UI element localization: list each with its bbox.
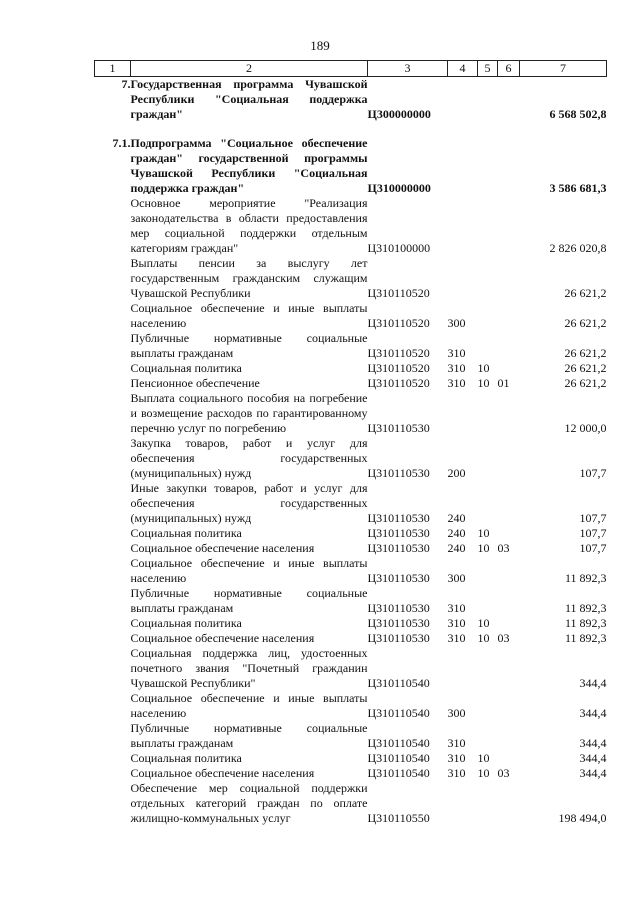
- row-number: 7.1.: [112, 136, 131, 150]
- table-row: [95, 196, 607, 256]
- row-name: Выплата социального пособия на погребение и возмещение расходов по гарантированному перечню услуг по погребению: [130, 391, 368, 435]
- row-subsection: [498, 481, 520, 526]
- row-amount: 11 892,3: [564, 631, 607, 645]
- row-amount: 26 621,2: [564, 376, 607, 390]
- row-number: [95, 481, 131, 526]
- row-name: Закупка товаров, работ и услуг для обеспечения государственных (муниципальных) нужд: [130, 436, 368, 480]
- table-row: [95, 691, 607, 721]
- row-name: Социальная политика: [130, 616, 242, 630]
- row-name: Социальная поддержка лиц, удостоенных почетного звания "Почетный гражданин Чувашской Республики": [130, 646, 368, 690]
- row-code: Ц310110520: [367, 361, 430, 375]
- row-expense-type: 310: [447, 751, 466, 765]
- table-row: [95, 766, 607, 781]
- row-name: Социальное обеспечение и иные выплаты населению: [130, 301, 368, 330]
- row-expense-type: 310: [447, 376, 466, 390]
- row-subsection: [498, 556, 520, 586]
- column-header: 7: [520, 61, 607, 77]
- table-row: [95, 136, 607, 196]
- row-expense-type: 310: [447, 346, 466, 360]
- row-amount: 11 892,3: [564, 601, 607, 615]
- table-row: [95, 256, 607, 301]
- row-amount: 344,4: [579, 751, 607, 765]
- row-section: [478, 331, 498, 361]
- table-row: [95, 646, 607, 691]
- row-subsection: [498, 646, 520, 691]
- row-name: Выплаты пенсии за выслугу лет государственным гражданским служащим Чувашской Республики: [130, 256, 368, 300]
- row-number: [95, 331, 131, 361]
- spacer-row: [95, 122, 607, 136]
- row-amount: 107,7: [579, 511, 607, 525]
- row-section: 10: [477, 376, 490, 390]
- row-section: 10: [477, 361, 490, 375]
- row-number: [95, 781, 131, 826]
- row-expense-type: 240: [447, 511, 466, 525]
- row-code: Ц310110530: [367, 541, 430, 555]
- row-section: [478, 77, 498, 123]
- row-subsection: [498, 391, 520, 436]
- row-name: Социальное обеспечение и иные выплаты населению: [130, 556, 368, 585]
- row-expense-type: [448, 781, 478, 826]
- row-section: [478, 136, 498, 196]
- row-section: [478, 586, 498, 616]
- row-section: [478, 646, 498, 691]
- table-row: [95, 376, 607, 391]
- row-number: [95, 301, 131, 331]
- row-subsection: [498, 136, 520, 196]
- row-number: [95, 586, 131, 616]
- row-amount: 26 621,2: [564, 346, 607, 360]
- row-amount: 2 826 020,8: [549, 241, 607, 255]
- row-subsection: [498, 751, 520, 766]
- row-subsection: [498, 691, 520, 721]
- row-section: 10: [477, 616, 490, 630]
- row-section: 10: [477, 766, 490, 780]
- column-header: 6: [498, 61, 520, 77]
- table-row: [95, 721, 607, 751]
- page-number: 189: [310, 38, 330, 53]
- table-row: [95, 751, 607, 766]
- row-name: Иные закупки товаров, работ и услуг для обеспечения государственных (муниципальных) нужд: [130, 481, 368, 525]
- row-code: Ц310110520: [367, 376, 430, 390]
- row-name: Социальная политика: [130, 526, 242, 540]
- row-expense-type: [448, 256, 478, 301]
- row-amount: 26 621,2: [564, 316, 607, 330]
- row-amount: 26 621,2: [564, 286, 607, 300]
- row-code: Ц310110520: [367, 316, 430, 330]
- row-section: [478, 256, 498, 301]
- table-row: [95, 586, 607, 616]
- row-subsection: 01: [497, 376, 510, 390]
- row-number: [95, 631, 131, 646]
- table-row: [95, 616, 607, 631]
- row-code: Ц310110520: [367, 286, 430, 300]
- table-header-row: [95, 61, 607, 77]
- row-name: Публичные нормативные социальные выплаты гражданам: [130, 721, 368, 750]
- row-amount: 344,4: [579, 736, 607, 750]
- row-subsection: [498, 196, 520, 256]
- row-code: Ц310110530: [367, 466, 430, 480]
- row-number: [95, 751, 131, 766]
- row-name: Социальная политика: [130, 361, 242, 375]
- row-subsection: [498, 526, 520, 541]
- row-subsection: [498, 436, 520, 481]
- column-header: 5: [478, 61, 498, 77]
- row-code: Ц310110530: [367, 571, 430, 585]
- table-body: [95, 77, 607, 827]
- row-code: Ц310110540: [367, 736, 430, 750]
- row-section: 10: [477, 751, 490, 765]
- row-code: Ц310110540: [367, 751, 430, 765]
- row-subsection: [498, 361, 520, 376]
- row-number: [95, 616, 131, 631]
- row-code: Ц310110530: [367, 526, 430, 540]
- row-amount: 6 568 502,8: [549, 107, 607, 121]
- row-number: [95, 691, 131, 721]
- row-name: Подпрограмма "Социальное обеспечение граждан" государственной программы Чувашской Республики "Социальная поддержка граждан": [130, 136, 368, 195]
- row-name: Обеспечение мер социальной поддержки отдельных категорий граждан по оплате жилищно-коммунальных услуг: [130, 781, 368, 825]
- row-section: [478, 196, 498, 256]
- row-code: Ц310110530: [367, 601, 430, 615]
- row-expense-type: 310: [447, 736, 466, 750]
- row-section: 10: [477, 631, 490, 645]
- row-subsection: [498, 331, 520, 361]
- row-code: Ц310110550: [367, 811, 430, 825]
- table-row: [95, 331, 607, 361]
- row-amount: 107,7: [579, 466, 607, 480]
- row-expense-type: 300: [447, 316, 466, 330]
- row-name: Социальное обеспечение населения: [130, 541, 315, 555]
- row-expense-type: 310: [447, 361, 466, 375]
- row-number: [95, 196, 131, 256]
- row-code: Ц300000000: [367, 107, 431, 121]
- table-row: [95, 541, 607, 556]
- row-name: Государственная программа Чувашской Республики "Социальная поддержка граждан": [130, 77, 368, 121]
- row-number: [95, 376, 131, 391]
- row-expense-type: [448, 136, 478, 196]
- column-header: 3: [368, 61, 448, 77]
- row-expense-type: 200: [447, 466, 466, 480]
- row-section: [478, 721, 498, 751]
- table-row: [95, 77, 607, 123]
- row-expense-type: [448, 196, 478, 256]
- row-amount: 26 621,2: [564, 361, 607, 375]
- row-subsection: [498, 616, 520, 631]
- row-code: Ц310110540: [367, 766, 430, 780]
- row-amount: 107,7: [579, 541, 607, 555]
- row-amount: 344,4: [579, 676, 607, 690]
- row-number: [95, 541, 131, 556]
- row-name: Социальное обеспечение и иные выплаты населению: [130, 691, 368, 720]
- row-code: Ц310110540: [367, 706, 430, 720]
- row-name: Основное мероприятие "Реализация законодательства в области предоставления мер социальной поддержки отдельным категориям граждан": [130, 196, 368, 255]
- column-header: 1: [95, 61, 131, 77]
- row-section: [478, 481, 498, 526]
- table-row: [95, 631, 607, 646]
- column-header: 4: [448, 61, 478, 77]
- row-section: 10: [477, 541, 490, 555]
- row-subsection: [498, 77, 520, 123]
- row-amount: 344,4: [579, 706, 607, 720]
- row-subsection: 03: [497, 766, 510, 780]
- row-expense-type: 300: [447, 706, 466, 720]
- row-subsection: [498, 721, 520, 751]
- row-amount: 11 892,3: [564, 571, 607, 585]
- row-subsection: [498, 256, 520, 301]
- row-code: Ц310110530: [367, 421, 430, 435]
- row-name: Социальная политика: [130, 751, 242, 765]
- row-name: Публичные нормативные социальные выплаты гражданам: [130, 586, 368, 615]
- row-expense-type: 240: [447, 526, 466, 540]
- row-expense-type: [448, 391, 478, 436]
- row-name: Пенсионное обеспечение: [130, 376, 260, 390]
- row-amount: 11 892,3: [564, 616, 607, 630]
- row-code: Ц310110530: [367, 616, 430, 630]
- row-number: [95, 391, 131, 436]
- row-number: [95, 646, 131, 691]
- table-row: [95, 301, 607, 331]
- budget-table: [94, 60, 607, 826]
- row-code: Ц310110520: [367, 346, 430, 360]
- row-expense-type: 310: [447, 616, 466, 630]
- table-row: [95, 781, 607, 826]
- row-number: [95, 526, 131, 541]
- row-number: [95, 766, 131, 781]
- row-number: [95, 556, 131, 586]
- row-expense-type: 300: [447, 571, 466, 585]
- row-code: Ц310110540: [367, 676, 430, 690]
- row-subsection: 03: [497, 631, 510, 645]
- row-amount: 107,7: [579, 526, 607, 540]
- row-expense-type: [448, 646, 478, 691]
- row-number: 7.: [121, 77, 131, 91]
- row-amount: 198 494,0: [558, 811, 607, 825]
- row-expense-type: [448, 77, 478, 123]
- row-section: [478, 691, 498, 721]
- row-amount: 344,4: [579, 766, 607, 780]
- row-subsection: 03: [497, 541, 510, 555]
- row-section: 10: [477, 526, 490, 540]
- table-row: [95, 526, 607, 541]
- row-number: [95, 721, 131, 751]
- row-section: [478, 301, 498, 331]
- table-row: [95, 361, 607, 376]
- row-amount: 3 586 681,3: [549, 181, 607, 195]
- row-amount: 12 000,0: [564, 421, 607, 435]
- table-row: [95, 436, 607, 481]
- row-number: [95, 256, 131, 301]
- row-section: [478, 436, 498, 481]
- row-code: Ц310110530: [367, 631, 430, 645]
- row-expense-type: 310: [447, 631, 466, 645]
- row-subsection: [498, 586, 520, 616]
- row-section: [478, 391, 498, 436]
- table-row: [95, 391, 607, 436]
- row-expense-type: 310: [447, 601, 466, 615]
- row-section: [478, 781, 498, 826]
- row-name: Публичные нормативные социальные выплаты гражданам: [130, 331, 368, 360]
- row-code: Ц310000000: [367, 181, 431, 195]
- row-subsection: [498, 301, 520, 331]
- row-expense-type: 310: [447, 766, 466, 780]
- row-name: Социальное обеспечение населения: [130, 631, 315, 645]
- row-subsection: [498, 781, 520, 826]
- row-number: [95, 361, 131, 376]
- row-number: [95, 436, 131, 481]
- row-expense-type: 240: [447, 541, 466, 555]
- row-name: Социальное обеспечение населения: [130, 766, 315, 780]
- column-header: 2: [131, 61, 368, 77]
- row-code: Ц310100000: [367, 241, 431, 255]
- row-section: [478, 556, 498, 586]
- row-code: Ц310110530: [367, 511, 430, 525]
- table-row: [95, 556, 607, 586]
- table-row: [95, 481, 607, 526]
